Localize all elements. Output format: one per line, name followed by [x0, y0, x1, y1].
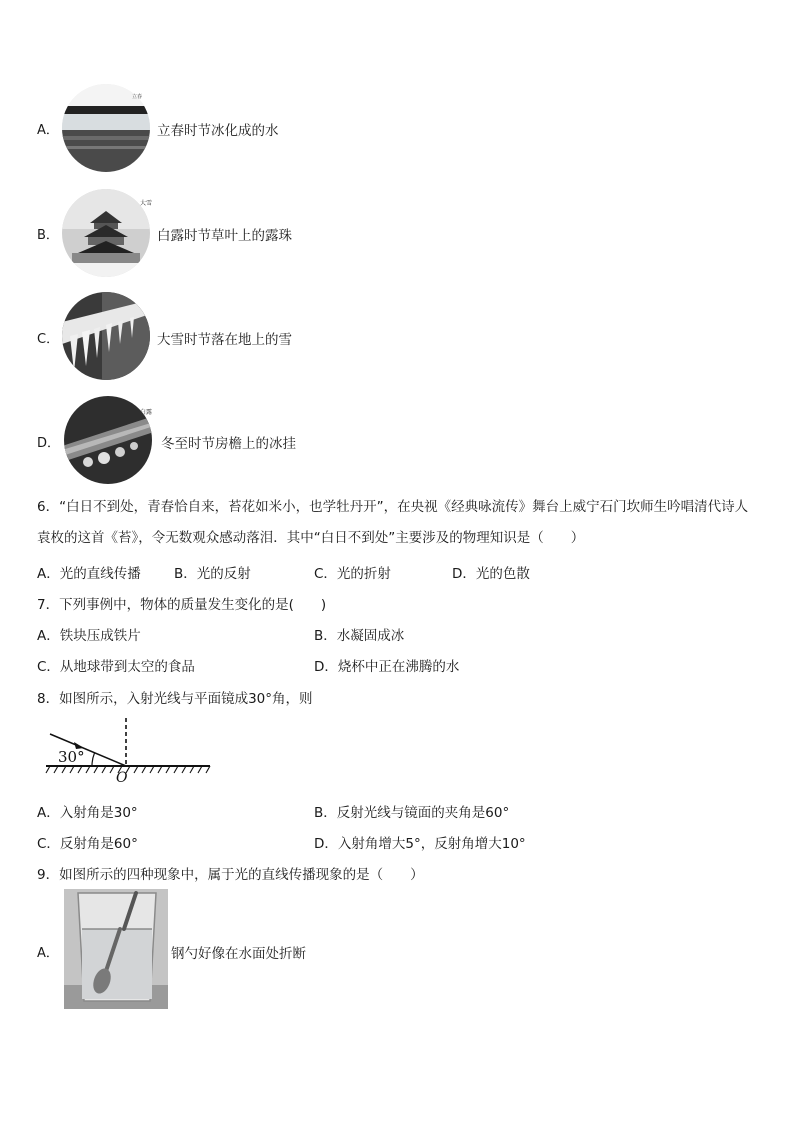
dewdrops-photo: [62, 396, 154, 484]
angle-arc: [92, 753, 95, 766]
option-text: 冬至时节房檐上的冰挂: [161, 436, 296, 452]
q6-option-b: B．光的反射: [174, 566, 251, 582]
mirror-reflection-figure: [44, 716, 214, 786]
q7-option-a: A．铁块压成铁片: [37, 628, 141, 644]
option-text: 立春时节冰化成的水: [157, 123, 279, 139]
q7-stem: 7．下列事例中，物体的质量发生变化的是( ): [37, 597, 327, 613]
option-text: 钢勺好像在水面处折断: [171, 946, 306, 962]
ice-melting-photo: [62, 84, 150, 172]
q7-option-c: C．从地球带到太空的食品: [37, 659, 195, 675]
point-o-label: O: [116, 770, 128, 786]
q6-option-d: D．光的色散: [452, 566, 530, 582]
q8-option-a: A．入射角是30°: [37, 805, 138, 821]
q8-option-d: D．入射角增大5°，反射角增大10°: [314, 836, 526, 852]
option-letter: A．: [37, 123, 59, 138]
q7-option-d: D．烧杯中正在沸腾的水: [314, 659, 460, 675]
q7-option-b: B．水凝固成冰: [314, 628, 405, 644]
q8-option-b: B．反射光线与镜面的夹角是60°: [314, 805, 510, 821]
option-letter: A．: [37, 946, 59, 961]
q6-option-c: C．光的折射: [314, 566, 391, 582]
option-text: 大雪时节落在地上的雪: [157, 332, 292, 348]
option-text: 白露时节草叶上的露珠: [157, 228, 292, 244]
temple-snow-photo: [62, 189, 153, 277]
angle-label: 30°: [58, 748, 85, 766]
stamp-text: 白露: [140, 409, 153, 416]
option-letter: D．: [37, 436, 61, 451]
stamp-text: 大雪: [140, 200, 153, 207]
spoon-in-glass-photo: [64, 889, 168, 1009]
q8-option-c: C．反射角是60°: [37, 836, 138, 852]
q8-stem: 8．如图所示，入射光线与平面镜成30°角，则: [37, 691, 313, 707]
mirror-hatching: [46, 766, 210, 773]
icicles-photo: [62, 292, 150, 380]
q9-stem: 9．如图所示的四种现象中，属于光的直线传播现象的是（ ）: [37, 867, 424, 883]
q6-option-a: A．光的直线传播: [37, 566, 141, 582]
q6-stem: 6．“白日不到处，青春恰自来，苔花如米小，也学牡丹开”，在央视《经典咏流传》舞台上威宁石门坎师生吟唱清代诗人袁枚的这首《苔》，令无数观众感动落泪．其中“白日不到处”主要涉及的物理知识是（ ）: [37, 499, 749, 546]
stamp-text: 立春: [132, 94, 143, 100]
option-letter: C．: [37, 332, 60, 347]
option-letter: B．: [37, 228, 59, 243]
